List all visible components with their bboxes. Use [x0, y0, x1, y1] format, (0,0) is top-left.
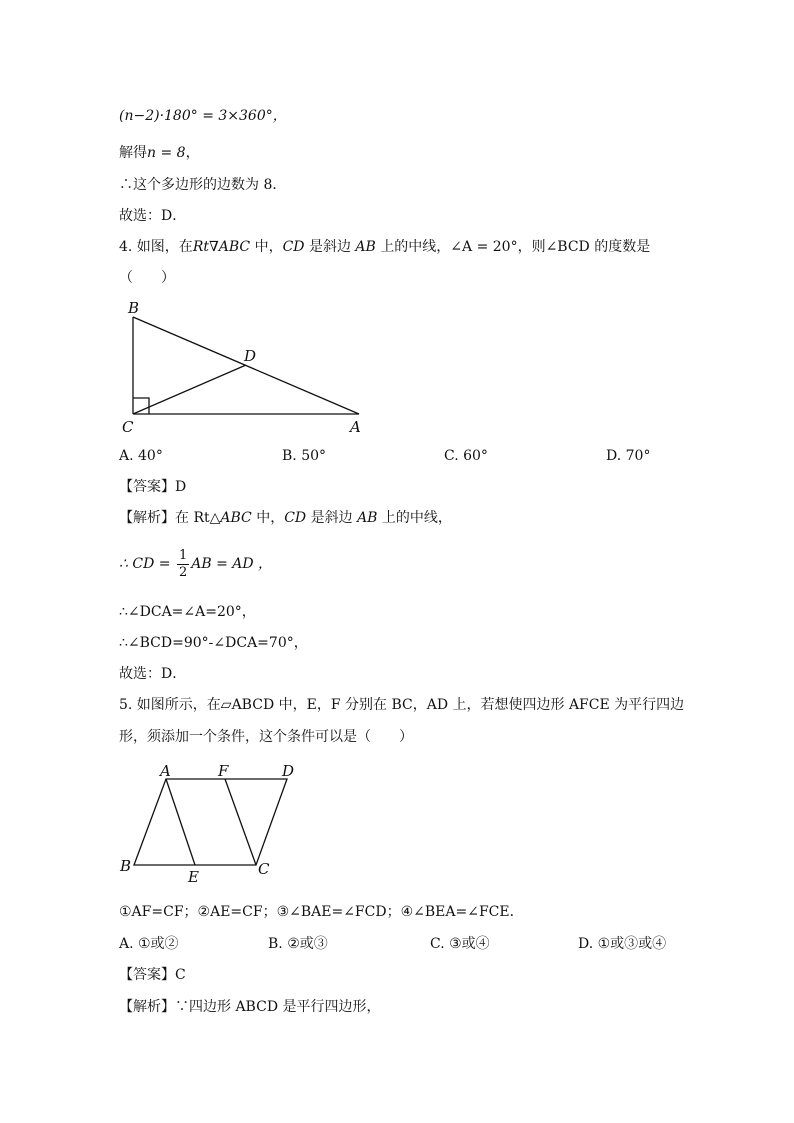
label-a: A — [350, 418, 361, 436]
q5-stem-1: 5. 如图所示，在▱ABCD 中，E，F 分别在 BC，AD 上，若想使四边形 AFCE 为平行四边 — [119, 697, 685, 713]
label-b: B — [120, 857, 132, 875]
q5-parallelogram-figure — [115, 758, 315, 888]
label-d: D — [282, 762, 295, 780]
q5-stem-2: 形，须添加一个条件，这个条件可以是（ ） — [119, 729, 413, 745]
q4-eq2: ∴∠DCA=∠A=20°， — [119, 604, 256, 620]
label-c: C — [258, 860, 270, 878]
q4-eq3: ∴∠BCD=90°-∠DCA=70°， — [119, 635, 308, 651]
q5-option-a: A. ①或② — [119, 936, 179, 952]
conclusion-line: ∴这个多边形的边数为 8． — [119, 177, 287, 193]
q4-option-b: B. 50° — [282, 448, 327, 464]
q5-conditions: ①AF=CF；②AE=CF；③∠BAE=∠FCD；④∠BEA=∠FCE． — [119, 904, 524, 920]
equation-line: (n−2)·180° = 3×360°， — [119, 108, 287, 124]
solve-line: 解得n = 8， — [119, 145, 200, 161]
q4-option-c: C. 60° — [444, 448, 488, 464]
q5-option-d: D. ①或③或④ — [578, 936, 667, 952]
label-f: F — [218, 762, 229, 780]
label-d: D — [244, 347, 257, 365]
q5-option-c: C. ③或④ — [430, 936, 490, 952]
label-b: B — [128, 299, 140, 317]
q5-analysis: 【解析】∵四边形 ABCD 是平行四边形， — [119, 999, 381, 1015]
q4-stem: 4. 如图，在Rt∇ABC 中，CD 是斜边 AB 上的中线，∠A = 20°，则∠BCD 的度数是 — [119, 239, 651, 255]
q4-paren: （ ） — [119, 270, 175, 286]
q4-triangle-figure — [112, 294, 392, 439]
q5-answer: 【答案】C — [119, 967, 186, 983]
q4-analysis: 【解析】在 Rt△ABC 中，CD 是斜边 AB 上的中线， — [119, 510, 452, 526]
fraction: $\frac{1}{2}$ — [178, 547, 188, 580]
choice-line: 故选：D． — [119, 208, 187, 224]
q4-option-a: A. 40° — [119, 448, 163, 464]
q4-option-d: D. 70° — [606, 448, 651, 464]
label-e: E — [188, 868, 199, 886]
q4-conclusion: 故选：D． — [119, 666, 187, 682]
q4-eq1: ∴ CD = $\frac{1}{2}$ AB = AD ， — [119, 547, 273, 580]
label-a: A — [160, 762, 171, 780]
label-c: C — [122, 418, 134, 436]
q4-answer: 【答案】D — [119, 479, 187, 495]
q5-option-b: B. ②或③ — [268, 936, 328, 952]
